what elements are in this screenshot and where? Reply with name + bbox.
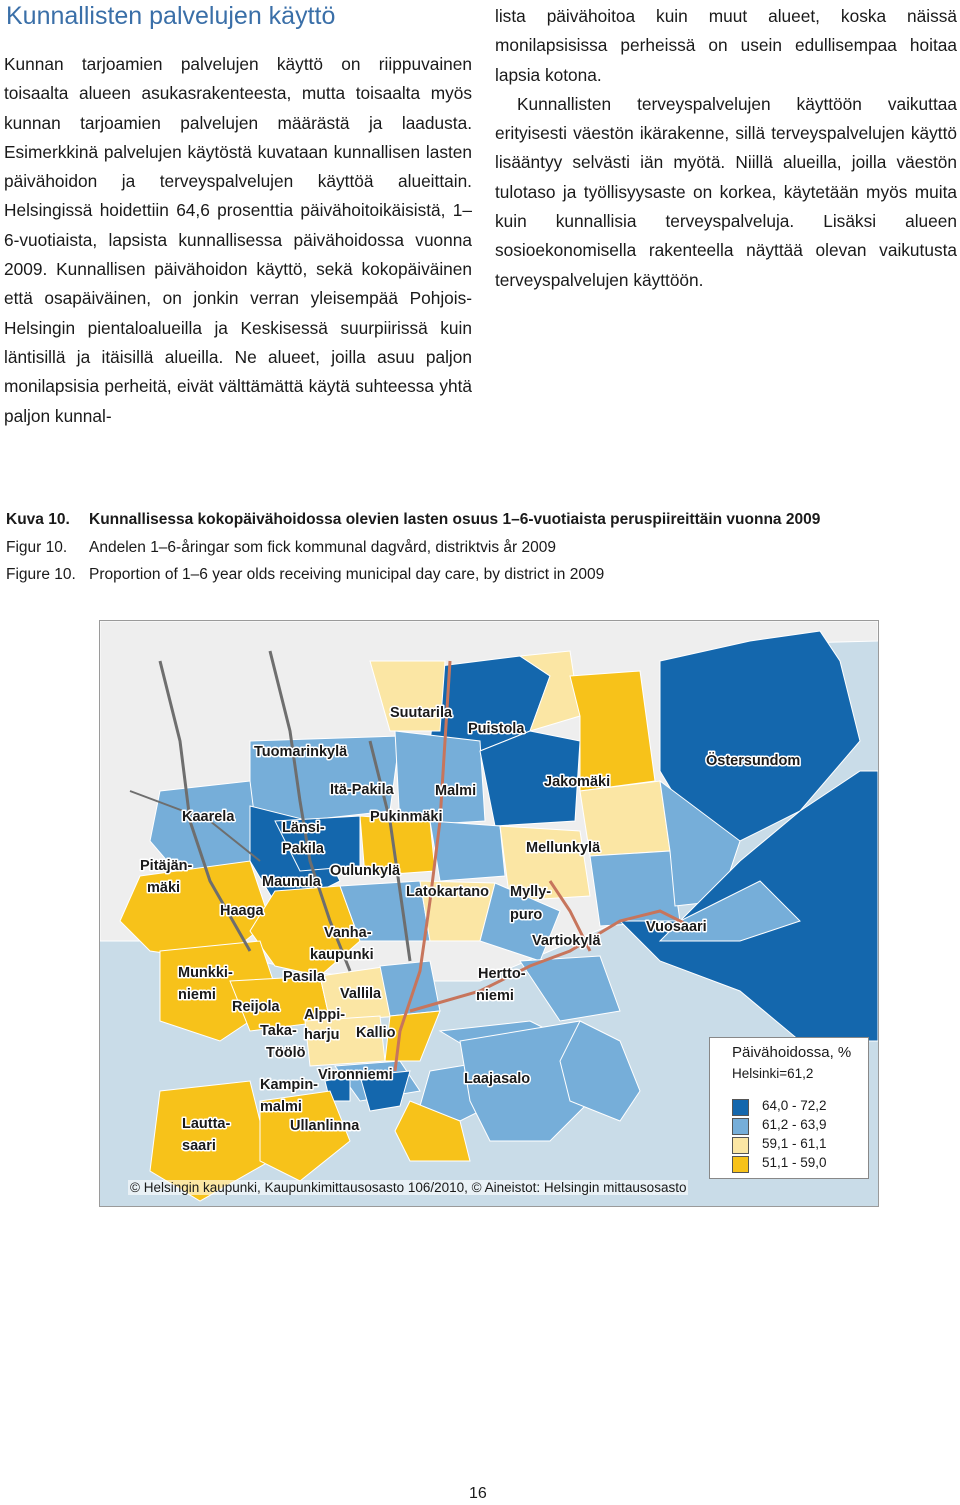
district-area [380, 961, 440, 1016]
district-label-line: Pukinmäki [370, 809, 443, 825]
district-area [570, 671, 655, 791]
district-label-vallila [340, 986, 382, 1002]
district-label-line: Länsi- [282, 820, 325, 836]
map-credit: © Helsingin kaupunki, Kaupunkimittausosasto 106/2010, © Aineistot: Helsingin mittausosasto [130, 1180, 687, 1195]
district-label-ostersundom [706, 752, 800, 769]
district-label-herttoniemi [476, 966, 526, 1004]
district-label-line: Mellunkylä [526, 840, 601, 856]
legend-title: Päivähoidossa, % [732, 1044, 852, 1061]
legend-label: 61,2 - 63,9 [762, 1117, 827, 1132]
district-label-line: Maunula [262, 874, 321, 890]
district-label-line: Vuosaari [646, 919, 707, 935]
district-label-line: puro [510, 907, 543, 923]
district-label-laajasalo [464, 1071, 530, 1087]
district-label-puistola [468, 721, 525, 737]
district-label-line: Kampin- [260, 1077, 318, 1093]
district-label-pasila [283, 969, 326, 985]
district-label-line: Töölö [266, 1045, 306, 1061]
district-label-line: kaupunki [310, 947, 374, 963]
legend-subtitle: Helsinki=61,2 [732, 1066, 814, 1081]
district-label-vartiokyla [532, 933, 601, 949]
district-label-kallio [356, 1025, 396, 1041]
district-label-line: Laajasalo [464, 1071, 531, 1087]
district-label-line: Oulunkylä [330, 863, 401, 879]
district-area [430, 821, 505, 881]
district-label-line: malmi [260, 1099, 302, 1115]
district-label-line: Mylly- [510, 884, 552, 900]
caption-label: Figur 10. [6, 539, 68, 556]
district-label-kaarela [182, 809, 235, 825]
district-area [520, 956, 620, 1021]
district-label-ullanlinna [290, 1118, 360, 1134]
caption-label: Figure 10. [6, 566, 76, 583]
district-label-line: Vanha- [324, 925, 372, 941]
district-label-haaga [220, 903, 264, 919]
district-label-oulunkyla [330, 863, 401, 879]
district-label-line: Munkki- [178, 965, 233, 981]
figure-caption-swedish [6, 539, 556, 557]
caption-text: Kunnallisessa kokopäivähoidossa olevien lasten osuus 1–6-vuotiaista peruspiireittäin vuonna 2009 [89, 511, 821, 528]
district-label-line: Vallila [340, 986, 382, 1002]
district-label-line: Kallio [356, 1025, 396, 1041]
district-label-line: Östersundom [706, 753, 801, 769]
district-label-malmi [435, 783, 476, 799]
district-label-maunula [262, 874, 322, 890]
district-label-line: Pitäjän- [140, 858, 193, 874]
district-label-line: Malmi [435, 783, 477, 799]
section-heading: Kunnallisten palvelujen käyttö [6, 2, 336, 30]
district-label-taka-toolo [260, 1023, 306, 1061]
district-label-line: Jakomäki [544, 774, 611, 790]
body-column-right [495, 2, 957, 295]
district-label-line: niemi [178, 987, 216, 1003]
district-label-line: Hertto- [478, 966, 526, 982]
map-legend [709, 1037, 869, 1179]
district-label-line: Haaga [220, 903, 264, 919]
body-column-left [4, 50, 472, 431]
legend-label: 59,1 - 61,1 [762, 1136, 827, 1151]
district-label-jakomaki [544, 774, 610, 790]
body-paragraph: Kunnallisten terveyspalvelujen käyttöön vaikuttaa erityisesti väestön ikärakenne, sillä terveyspalvelujen käyttö lisääntyy selvästi iän myötä. Niillä alueilla, joilla väestön tulotaso ja työllisyysaste on korkea, käytetään myös muita kuin kunnallisia terveyspalveluja. Lisäksi alueen sosioekonomisella rakenteella näyttää olevan vaikutusta terveyspalvelujen käyttöön. [495, 93, 957, 290]
body-paragraph: lista päivähoitoa kuin muut alueet, koska näissä monilapsisissa perheissä on usein edullisempaa hoitaa lapsia kotona. [495, 6, 957, 85]
district-label-line: Suutarila [390, 705, 453, 721]
legend-swatch [732, 1137, 749, 1154]
district-label-line: Tuomarinkylä [254, 744, 348, 760]
district-label-line: mäki [147, 880, 181, 896]
district-label-line: niemi [476, 988, 514, 1004]
caption-label: Kuva 10. [6, 511, 70, 528]
district-label-line: Pasila [283, 969, 325, 985]
caption-text: Andelen 1–6-åringar som fick kommunal dagvård, distriktvis år 2009 [89, 539, 556, 556]
district-label-line: Puistola [468, 721, 525, 737]
district-label-line: Alppi- [304, 1007, 346, 1023]
caption-text: Proportion of 1–6 year olds receiving municipal day care, by district in 2009 [89, 566, 605, 583]
district-label-line: saari [182, 1138, 216, 1154]
district-label-line: Vartiokylä [532, 933, 601, 949]
figure-caption-finnish [6, 511, 820, 529]
figure-caption-english [6, 566, 604, 584]
district-label-latokartano [406, 884, 489, 900]
page-number: 16 [469, 1485, 487, 1502]
legend-label: 51,1 - 59,0 [762, 1155, 827, 1170]
legend-swatch [732, 1118, 749, 1135]
district-label-line: Itä-Pakila [330, 782, 394, 798]
district-label-line: Pakila [282, 841, 324, 857]
district-label-reijola [232, 999, 280, 1015]
district-label-line: Ullanlinna [290, 1118, 360, 1134]
district-label-line: harju [304, 1027, 340, 1043]
district-label-line: Lautta- [182, 1116, 231, 1132]
district-label-tuomarinkyla [254, 744, 348, 760]
district-label-line: Taka- [260, 1023, 297, 1039]
legend-label: 64,0 - 72,2 [762, 1098, 827, 1113]
district-label-line: Kaarela [182, 809, 235, 825]
district-label-suutarila [390, 705, 453, 721]
legend-swatch [732, 1099, 749, 1116]
body-paragraph: Kunnan tarjoamien palvelujen käyttö on riippuvainen toisaalta alueen asukasrakenteesta, mutta toisaalta myös kunnan tarjoamien palvelujen määrästä ja laadusta. Esimerkkinä palvelujen käytöstä kuvataan kunnallisen lasten päivähoidon ja terveyspalvelujen käyttöä alueittain. Helsingissä hoidettiin 64,6 prosenttia päivähoitoikäisistä, 1–6-vuotiaista, lapsista kunnallisessa päivähoidossa vuonna 2009. Kunnallisen päivähoidon käyttö, sekä kokopäiväinen että osapäiväinen, on jonkin verran yleisempää Pohjois-Helsingin pientaloalueilla ja Keskisessä suurpiirissä kuin läntisillä ja itäisillä alueilla. Ne alueet, joilla asuu paljon monilapsisia perheitä, eivät välttämättä käytä suhteessa yhtä paljon kunnal- [4, 54, 472, 426]
district-label-vironniemi [318, 1067, 393, 1083]
district-label-ita-pakila [330, 782, 395, 798]
district-label-mellunkyla [526, 840, 601, 856]
district-label-line: Reijola [232, 999, 280, 1015]
district-label-line: Vironniemi [318, 1067, 393, 1083]
district-label-pukinmaki [370, 809, 443, 825]
district-label-line: Latokartano [406, 884, 489, 900]
legend-swatch [732, 1156, 749, 1173]
district-label-vuosaari [646, 919, 707, 935]
